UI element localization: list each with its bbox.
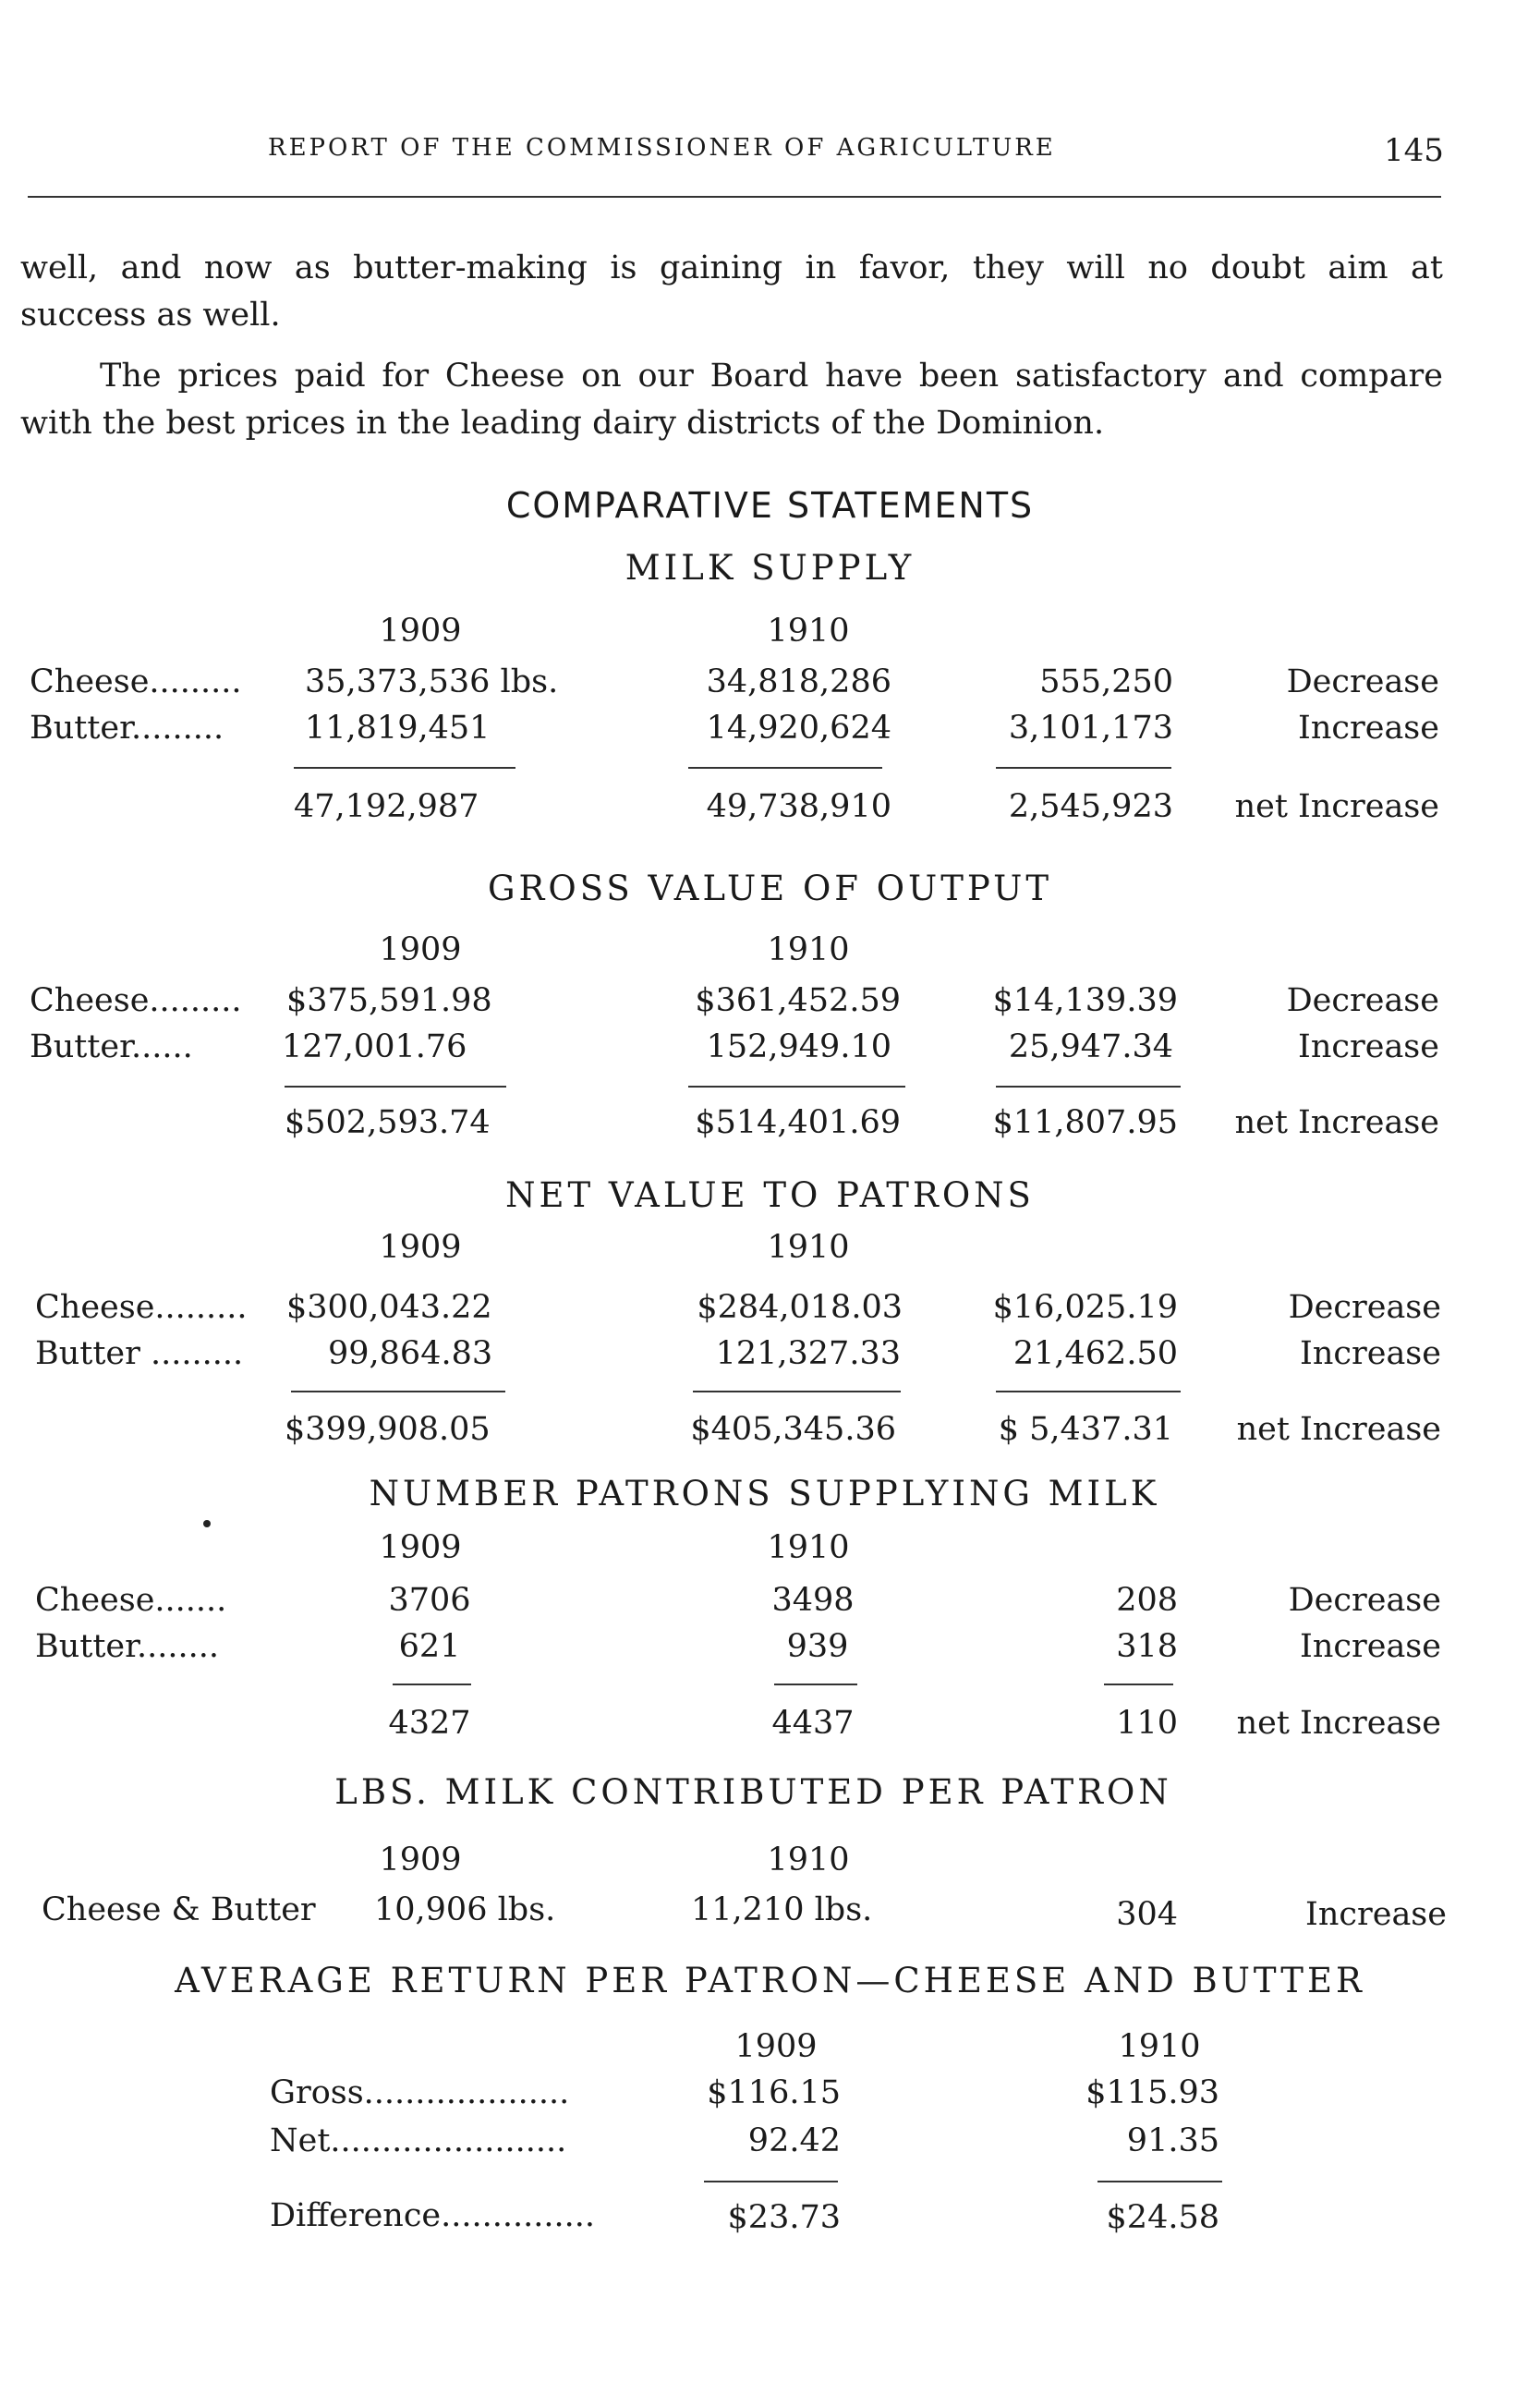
value-1909: 3706	[388, 1582, 471, 1619]
value-1910: 3498	[771, 1582, 855, 1619]
total-1909: $23.73	[727, 2199, 841, 2236]
total-label: Difference...............	[270, 2197, 596, 2234]
row-label: Cheese.......	[35, 1582, 227, 1619]
change-note: Increase	[1300, 1335, 1441, 1372]
total-1910: $24.58	[1106, 2199, 1219, 2236]
year-1909: 1909	[379, 613, 462, 650]
row-label: Cheese & Butter	[42, 1891, 316, 1928]
row-label: Butter......	[30, 1028, 193, 1065]
change-note: Decrease	[1286, 663, 1439, 700]
total-note: net Increase	[1234, 1104, 1439, 1141]
year-1909: 1909	[734, 2028, 818, 2065]
sum-rule	[704, 2181, 838, 2182]
year-1909: 1909	[379, 1529, 462, 1566]
value-1909: 621	[398, 1628, 461, 1665]
change-note: Increase	[1298, 710, 1439, 747]
section-title: LBS. MILK CONTRIBUTED PER PATRON	[334, 1772, 1172, 1812]
value-1909: 127,001.76	[282, 1028, 467, 1065]
page-number: 145	[1384, 132, 1444, 169]
intro-line-1: well, and now as butter-making is gaining in favor, they will no doubt aim at	[20, 249, 1443, 286]
sum-rule	[996, 1086, 1181, 1088]
row-label: Butter........	[35, 1628, 219, 1665]
value-diff: 21,462.50	[1013, 1335, 1178, 1372]
value-1910: 34,818,286	[706, 663, 891, 700]
value-diff: 3,101,173	[1008, 710, 1173, 747]
year-1910: 1910	[767, 931, 850, 968]
row-label: Cheese.........	[35, 1289, 248, 1326]
year-1910: 1910	[767, 1529, 850, 1566]
total-1909: $502,593.74	[285, 1104, 491, 1141]
value-1910: 91.35	[1126, 2122, 1219, 2159]
intro-line-4: with the best prices in the leading dairy districts of the Dominion.	[20, 405, 1105, 442]
change-note: Increase	[1305, 1896, 1447, 1933]
value-diff: 208	[1116, 1582, 1178, 1619]
total-diff: $ 5,437.31	[998, 1411, 1173, 1448]
total-1910: $514,401.69	[695, 1104, 901, 1141]
header-rule	[28, 196, 1441, 198]
section-title: NET VALUE TO PATRONS	[505, 1175, 1035, 1215]
value-1909: $300,043.22	[286, 1289, 492, 1326]
value-1910: 121,327.33	[715, 1335, 901, 1372]
value-diff: 25,947.34	[1008, 1028, 1173, 1065]
year-1910: 1910	[767, 1229, 850, 1266]
value-1909: $116.15	[707, 2074, 841, 2111]
value-diff: 555,250	[1039, 663, 1173, 700]
total-1909: 47,192,987	[294, 788, 479, 825]
sum-rule	[688, 767, 882, 769]
section-title: GROSS VALUE OF OUTPUT	[487, 869, 1053, 908]
section-title: NUMBER PATRONS SUPPLYING MILK	[369, 1474, 1160, 1513]
sum-rule	[291, 1391, 505, 1392]
sum-rule	[1097, 2181, 1222, 2182]
total-diff: $11,807.95	[992, 1104, 1178, 1141]
year-1910: 1910	[767, 613, 850, 650]
year-1909: 1909	[379, 1842, 462, 1878]
value-1909: 92.42	[747, 2122, 841, 2159]
section-title: AVERAGE RETURN PER PATRON—CHEESE AND BUTTER	[175, 1961, 1365, 2000]
total-1910: 4437	[771, 1705, 855, 1742]
sum-rule	[1104, 1684, 1173, 1685]
value-1909: $375,591.98	[286, 982, 492, 1019]
total-diff: 110	[1116, 1705, 1178, 1742]
total-1910: $405,345.36	[690, 1411, 896, 1448]
sum-rule	[996, 1391, 1181, 1392]
value-diff: 318	[1116, 1628, 1178, 1665]
value-1909: 35,373,536 lbs.	[305, 663, 559, 700]
year-1910: 1910	[1118, 2028, 1201, 2065]
row-label: Butter.........	[30, 710, 224, 747]
section-title: MILK SUPPLY	[624, 548, 916, 588]
total-1909: $399,908.05	[285, 1411, 491, 1448]
row-label: Cheese.........	[30, 982, 242, 1019]
value-1910: $115.93	[1085, 2074, 1219, 2111]
row-label: Gross....................	[270, 2074, 570, 2111]
value-1910: $361,452.59	[695, 982, 901, 1019]
value-diff: $16,025.19	[992, 1289, 1178, 1326]
sum-rule	[693, 1391, 901, 1392]
value-1909: 99,864.83	[328, 1335, 493, 1372]
total-note: net Increase	[1234, 788, 1439, 825]
value-1910: 152,949.10	[706, 1028, 891, 1065]
value-1910: 11,210 lbs.	[691, 1891, 873, 1928]
change-note: Decrease	[1288, 1289, 1441, 1326]
row-label: Butter .........	[35, 1335, 244, 1372]
row-label: Cheese.........	[30, 663, 242, 700]
total-1910: 49,738,910	[706, 788, 891, 825]
change-note: Decrease	[1288, 1582, 1441, 1619]
total-diff: 2,545,923	[1008, 788, 1173, 825]
value-1909: 11,819,451	[305, 710, 491, 747]
sum-rule	[285, 1086, 506, 1088]
sum-rule	[294, 767, 515, 769]
intro-line-2: success as well.	[20, 297, 281, 334]
value-1910: 14,920,624	[706, 710, 891, 747]
intro-line-3: The prices paid for Cheese on our Board have been satisfactory and compare	[100, 358, 1443, 395]
total-1909: 4327	[388, 1705, 471, 1742]
main-heading: COMPARATIVE STATEMENTS	[505, 485, 1035, 526]
running-header	[0, 134, 1540, 180]
value-diff: 304	[1116, 1896, 1178, 1933]
change-note: Decrease	[1286, 982, 1439, 1019]
sum-rule	[774, 1684, 857, 1685]
sum-rule	[393, 1684, 471, 1685]
header-title: REPORT OF THE COMMISSIONER OF AGRICULTURE	[268, 134, 1056, 162]
change-note: Increase	[1298, 1028, 1439, 1065]
total-note: net Increase	[1236, 1411, 1441, 1448]
year-1909: 1909	[379, 931, 462, 968]
row-label: Net.......................	[270, 2122, 567, 2159]
year-1910: 1910	[767, 1842, 850, 1878]
value-1910: $284,018.03	[697, 1289, 903, 1326]
total-note: net Increase	[1236, 1705, 1441, 1742]
year-1909: 1909	[379, 1229, 462, 1266]
print-speck	[203, 1520, 211, 1527]
sum-rule	[996, 767, 1171, 769]
change-note: Increase	[1300, 1628, 1441, 1665]
sum-rule	[688, 1086, 905, 1088]
value-1909: 10,906 lbs.	[374, 1891, 556, 1928]
value-diff: $14,139.39	[992, 982, 1178, 1019]
value-1910: 939	[786, 1628, 849, 1665]
